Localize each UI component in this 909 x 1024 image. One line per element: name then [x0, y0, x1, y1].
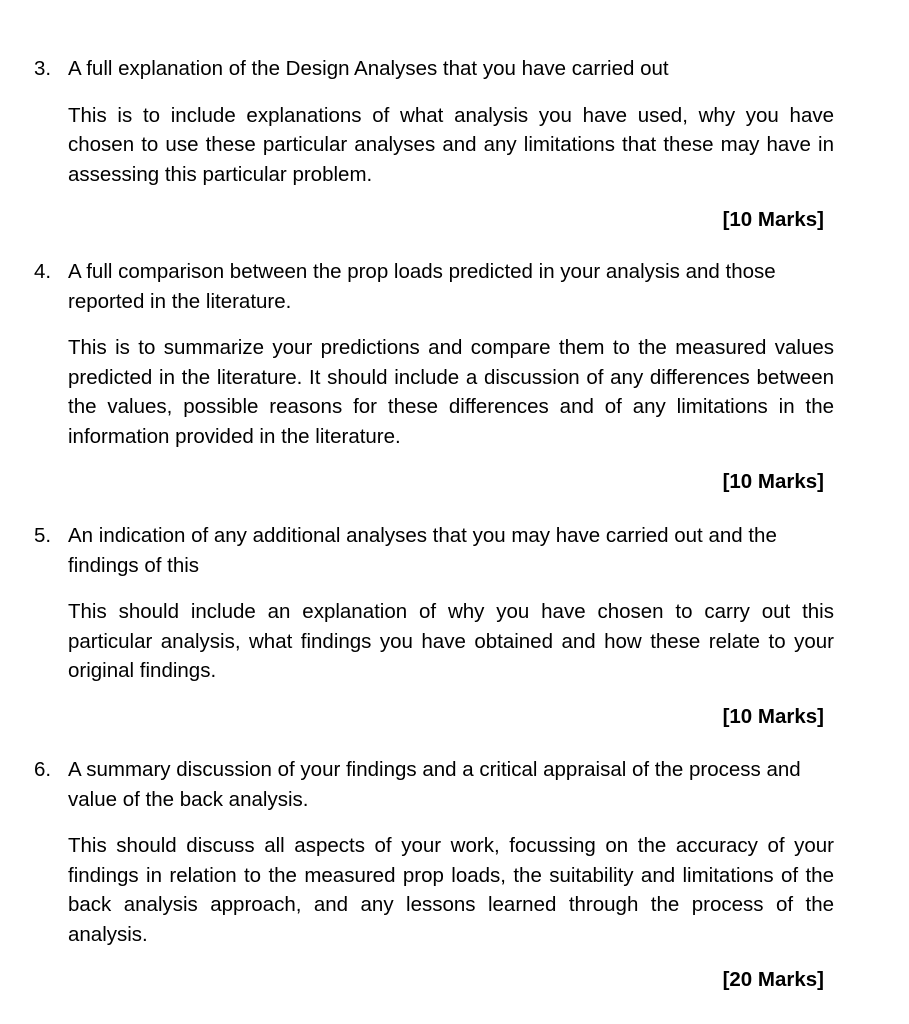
list-item: [34, 755, 834, 995]
item-description: This is to summarize your predictions and compare them to the measured values predicted in the literature. It should include a discussion of any differences between the values, possible reasons for these differences and of any limitations in the information provided in the literature.: [68, 336, 834, 448]
item-heading-text: An indication of any additional analyses that you may have carried out and the findings of this: [68, 524, 777, 577]
item-heading-text: A full comparison between the prop loads predicted in your analysis and those reported in the literature.: [68, 260, 776, 313]
item-heading: [34, 755, 834, 814]
item-heading: [34, 521, 834, 580]
item-description: This should include an explanation of why you have chosen to carry out this particular analysis, what findings you have obtained and how these relate to your original findings.: [68, 600, 834, 682]
item-heading: [34, 54, 834, 84]
list-item: [34, 54, 834, 235]
item-number: 4.: [34, 260, 52, 283]
item-heading-text: A full explanation of the Design Analyses that you have carried out: [68, 57, 669, 80]
item-description: This should discuss all aspects of your work, focussing on the accuracy of your findings in relation to the measured prop loads, the suitability and limitations of the back analysis approach, and any lessons learned through the process of the analysis.: [68, 834, 834, 946]
item-description: This is to include explanations of what analysis you have used, why you have chosen to use these particular analyses and any limitations that these may have in assessing this particular problem.: [68, 103, 834, 186]
list-item: [34, 257, 834, 497]
item-heading: [34, 257, 834, 316]
item-number: 6.: [34, 758, 52, 781]
item-number: 5.: [34, 524, 52, 547]
item-marks: [10 Marks]: [722, 470, 824, 493]
item-marks: [10 Marks]: [722, 704, 824, 728]
list-item: [34, 521, 834, 731]
item-number: 3.: [34, 57, 52, 80]
item-marks: [10 Marks]: [722, 208, 824, 231]
item-heading-text: A summary discussion of your findings and a critical appraisal of the process and value of the back analysis.: [68, 758, 801, 811]
item-marks: [20 Marks]: [722, 968, 824, 991]
